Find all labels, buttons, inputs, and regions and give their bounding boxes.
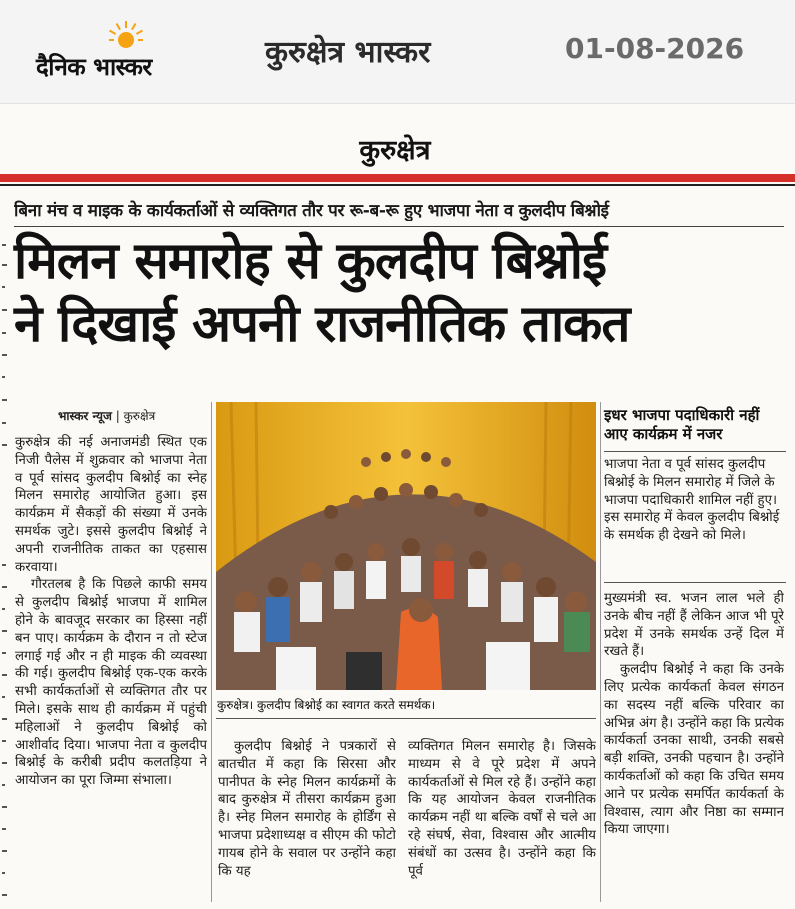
sidebar-divider <box>604 451 786 452</box>
section-thin-rule <box>0 184 795 186</box>
sun-logo-icon <box>109 20 143 54</box>
epaper-page[interactable] <box>0 104 795 909</box>
byline: भास्कर न्यूज | कुरुक्षेत्र <box>58 409 156 423</box>
sidebar-bottom-divider <box>604 582 786 583</box>
crowd-photo-image <box>216 402 596 690</box>
sidebar-headline: इधर भाजपा पदाधिकारी नहीं आए कार्यक्रम में नजर <box>604 406 760 443</box>
photo-caption: कुरुक्षेत्र। कुलदीप बिश्नोई का स्वागत करते समर्थक। <box>217 698 436 712</box>
caption-divider <box>216 718 596 719</box>
main-headline <box>14 230 789 356</box>
column-4-paragraph-1: मुख्यमंत्री स्व. भजन लाल भले ही उनके बीच नहीं हैं लेकिन आज भी पूरे प्रदेश में उनके समर्थक उन्हें दिल में रखते हैं। <box>604 591 784 660</box>
edition-date[interactable]: 01-08-2026 <box>565 32 745 65</box>
dainik-bhaskar-logo[interactable] <box>36 18 221 88</box>
section-red-rule <box>0 174 795 182</box>
headline-line-2: ने दिखाई अपनी राजनीतिक ताकत <box>14 295 630 354</box>
byline-place: कुरुक्षेत्र <box>123 409 156 423</box>
sidebar-text: भाजपा नेता व पूर्व सांसद कुलदीप बिश्नोई के मिलन समारोह में जिले के भाजपा पदाधिकारी शामिल नहीं हुए। इस समारोह में केवल कुलदीप बिश्नोई के समर्थक ही देखने को मिले। <box>604 457 780 544</box>
crowd-photo[interactable] <box>216 402 596 690</box>
byline-source: भास्कर न्यूज <box>58 409 112 423</box>
column-1-paragraph-2: गौरतलब है कि पिछले काफी समय से कुलदीप बिश्नोई भाजपा में शामिल होने के बावजूद सरकार का हिस्सा नहीं बन पाए। कार्यक्रम के दौरान न तो स्टेज लगाई गई और न ही माइक की व्यवस्था की गई। कुलदीप बिश्नोई एक-एक करके सभी कार्यकर्ताओं से व्यक्तिगत तौर पर मिले। इसके साथ ही कार्यक्रम में पहुंची महिलाओं ने कुलदीप बिश्नोई को आशीर्वाद दिया। भाजपा नेता व कुलदीप बिश्नोई के करीबी प्रदीप कलतड़िया ने आयोजन का पूरा जिम्मा संभाला। <box>15 577 207 789</box>
edition-title[interactable]: कुरुक्षेत्र भास्कर <box>265 35 431 70</box>
column-1-paragraph-1: कुरुक्षेत्र की नई अनाजमंडी स्थित एक निजी पैलेस में शुक्रवार को भाजपा नेता व पूर्व सांसद कुलदीप बिश्नोई का स्नेह मिलन समारोह आयोजित हुआ। इस कार्यक्रम में सैकड़ों की संख्या में उनके समर्थक जुटे। इससे कुलदीप बिश्नोई ने अपनी राजनीतिक ताकत का एहसास करवाया। <box>15 435 207 575</box>
headline-kicker: बिना मंच व माइक के कार्यकर्ताओं से व्यक्तिगत तौर पर रू-ब-रू हुए भाजपा नेता व कुलदीप बिश्नोई <box>14 201 609 221</box>
logo-text: दैनिक भास्कर <box>36 53 152 81</box>
kicker-divider <box>14 226 784 227</box>
headline-line-1: मिलन समारोह से कुलदीप बिश्नोई <box>14 232 607 291</box>
column-3-text: व्यक्तिगत मिलन समारोह है। जिसके माध्यम से वे पूरे प्रदेश में अपने कार्यकर्ताओं से मिल रहे हैं। उन्होंने कहा कि यह आयोजन केवल राजनीतिक कार्यक्रम नहीं था बल्कि वर्षों से चले आ रहे संघर्ष, सेवा, विश्वास और आत्मीय संबंधों का उत्सव है। उन्होंने कहा कि पूर्व <box>408 739 596 879</box>
article-column-3 <box>408 738 596 898</box>
column-divider-1 <box>211 402 212 902</box>
section-title: कुरुक्षेत्र <box>359 135 431 166</box>
article-column-2 <box>218 738 396 898</box>
column-divider-2 <box>600 402 601 902</box>
article-column-4 <box>604 590 784 900</box>
column-4-paragraph-2: कुलदीप बिश्नोई ने कहा कि उनके लिए प्रत्येक कार्यकर्ता केवल संगठन का सदस्य नहीं बल्कि परिवार का अभिन्न अंग है। उन्होंने कहा कि प्रत्येक कार्यकर्ता उनका साथी, उनकी सबसे बड़ी शक्ति, उनकी पहचान है। उन्होंने कार्यकर्ताओं को कहा कि उचित समय आने पर प्रत्येक समर्पित कार्यकर्ता के विश्वास, त्याग और निष्ठा का सम्मान किया जाएगा। <box>604 662 784 838</box>
column-2-text: कुलदीप बिश्नोई ने पत्रकारों से बातचीत में कहा कि सिरसा और पानीपत के स्नेह मिलन कार्यक्रमों के बाद कुरुक्षेत्र में तीसरा कार्यक्रम हुआ है। स्नेह मिलन समारोह के होर्डिंग से भाजपा प्रदेशाध्यक्ष व सीएम की फोटो गायब होने के सवाल पर उन्होंने कहा कि यह <box>218 739 396 879</box>
app-header <box>0 0 795 104</box>
article-column-1 <box>15 434 207 896</box>
adjacent-page-edge <box>0 234 10 909</box>
